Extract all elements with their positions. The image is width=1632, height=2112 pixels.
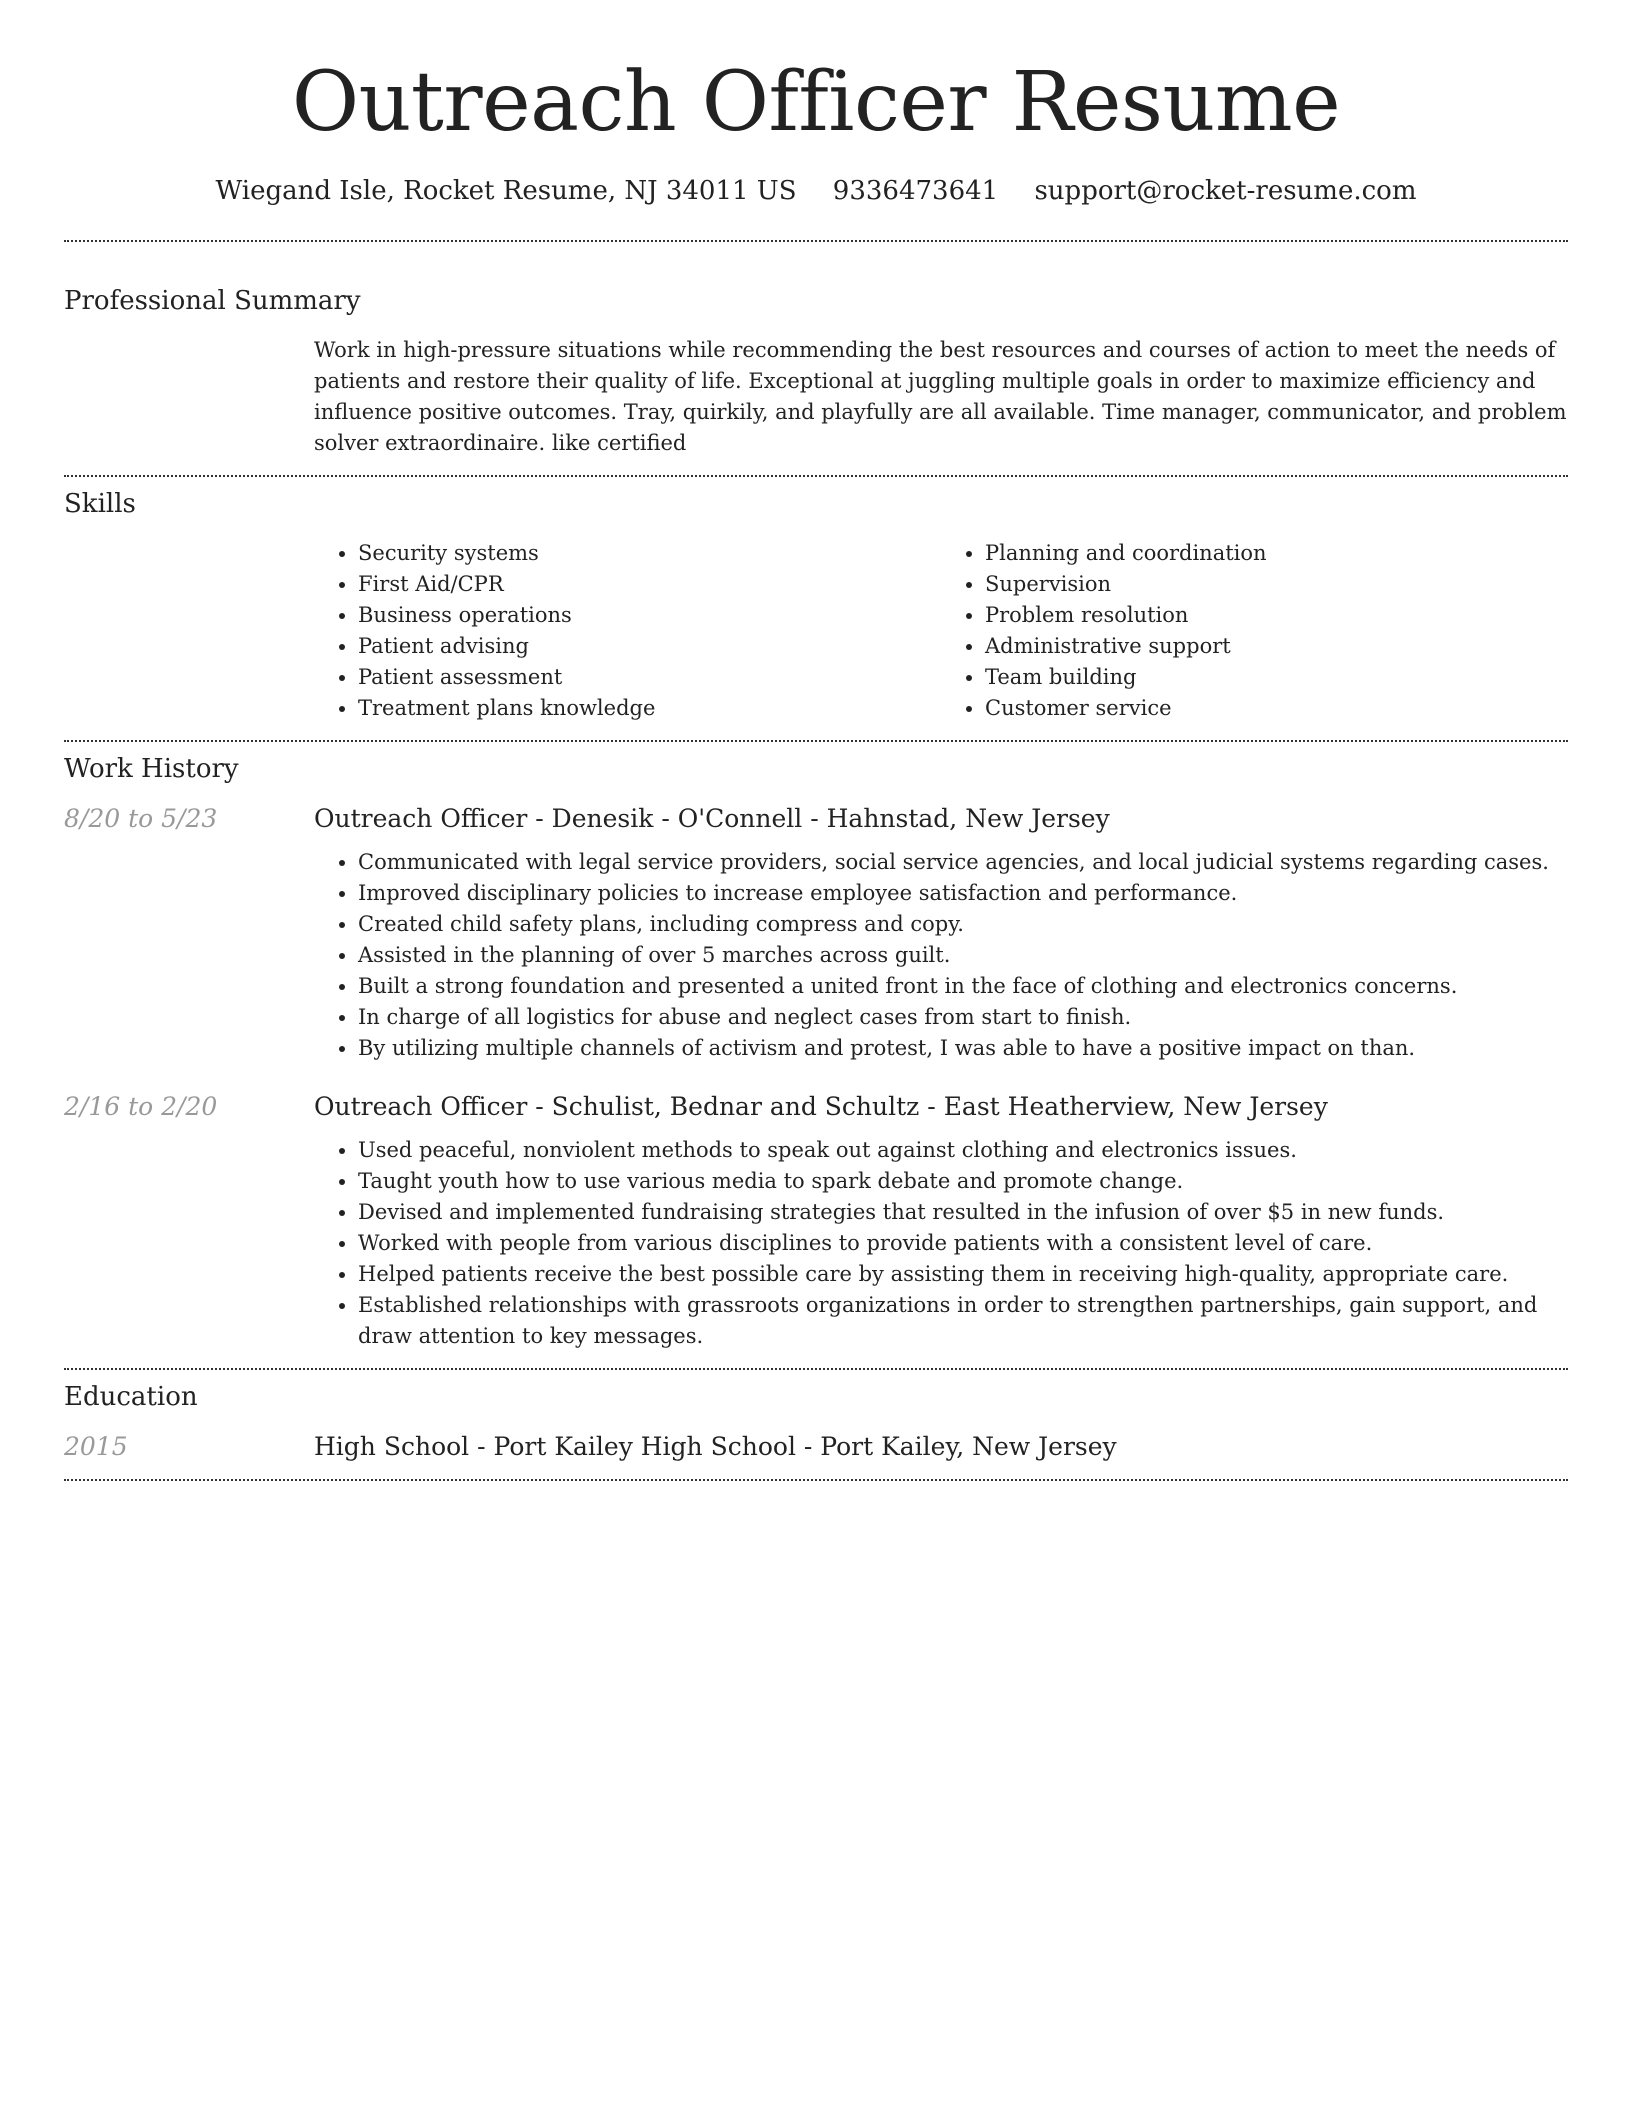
job-bullet: • By utilizing multiple channels of activism and protest, I was able to have a positive impact on than. [358,1033,1568,1064]
job-details [314,1135,1568,1352]
job-bullet: • Used peaceful, nonviolent methods to speak out against clothing and electronics issues. [358,1135,1568,1166]
job-bullets [314,1135,1568,1352]
job-bullets [314,847,1568,1064]
job-bullet: • Established relationships with grassroots organizations in order to strengthen partnerships, gain support, and draw attention to key messages. [358,1290,1568,1352]
skill-item: • Treatment plans knowledge [358,693,941,724]
summary-body [314,335,1568,459]
skills-heading: Skills [64,489,136,519]
education-entry [64,1432,1568,1461]
work-heading: Work History [64,754,239,784]
education-year: 2015 [64,1432,128,1461]
skill-item: • Customer service [985,693,1568,724]
job-bullet: • Devised and implemented fundraising strategies that resulted in the infusion of over $5 in new funds. [358,1197,1568,1228]
skills-lists [314,538,1568,724]
job-bullet: • In charge of all logistics for abuse and neglect cases from start to finish. [358,1002,1568,1033]
summary-text: Work in high-pressure situations while recommending the best resources and courses of action to meet the needs of patients and restore their quality of life. Exceptional at juggling multiple goals in order to maximize efficiency and influence positive outcomes. Tray, quirkily, and playfully are all available. Time manager, communicator, and problem solver extraordinaire. like certified [314,338,1567,455]
skill-item: • Problem resolution [985,600,1568,631]
skill-item: • Supervision [985,569,1568,600]
divider-skills [64,740,1568,742]
skill-item: • Patient advising [358,631,941,662]
job-dates: 8/20 to 5/23 [64,804,218,833]
work-section [64,754,1568,1352]
job-bullet: • Built a strong foundation and presented a united front in the face of clothing and electronics concerns. [358,971,1568,1002]
summary-section [64,286,1568,459]
job-entry [64,804,1568,1064]
education-title: High School - Port Kailey High School - Port Kailey, New Jersey [314,1432,1117,1461]
skills-list-left [314,538,941,724]
job-bullet: • Taught youth how to use various media to spark debate and promote change. [358,1166,1568,1197]
contact-address: Wiegand Isle, Rocket Resume, NJ 34011 US [215,176,797,206]
skill-item: • Security systems [358,538,941,569]
skill-item: • Patient assessment [358,662,941,693]
skill-item: • First Aid/CPR [358,569,941,600]
resume-page [64,0,1568,1481]
job-details [314,847,1568,1064]
skill-item: • Planning and coordination [985,538,1568,569]
resume-title: Outreach Officer Resume [291,55,1341,150]
summary-heading: Professional Summary [64,286,361,316]
job-bullet: • Communicated with legal service providers, social service agencies, and local judicial systems regarding cases. [358,847,1568,878]
skill-item: • Administrative support [985,631,1568,662]
job-bullet: • Created child safety plans, including compress and copy. [358,909,1568,940]
divider-education [64,1479,1568,1481]
education-heading: Education [64,1382,198,1412]
job-header [64,1092,1568,1121]
skill-item: • Business operations [358,600,941,631]
job-entry [64,1092,1568,1352]
contact-phone: 9336473641 [832,176,999,206]
job-bullet: • Worked with people from various disciplines to provide patients with a consistent level of care. [358,1228,1568,1259]
job-bullet: • Assisted in the planning of over 5 marches across guilt. [358,940,1568,971]
divider-work [64,1368,1568,1370]
divider-summary [64,475,1568,477]
divider-header [64,240,1568,242]
job-bullet: • Improved disciplinary policies to increase employee satisfaction and performance. [358,878,1568,909]
job-title: Outreach Officer - Schulist, Bednar and Schultz - East Heatherview, New Jersey [314,1092,1328,1121]
job-title: Outreach Officer - Denesik - O'Connell - Hahnstad, New Jersey [314,804,1110,833]
job-dates: 2/16 to 2/20 [64,1092,218,1121]
contact-line [64,176,1568,206]
skill-item: • Team building [985,662,1568,693]
job-bullet: • Helped patients receive the best possible care by assisting them in receiving high-quality, appropriate care. [358,1259,1568,1290]
skills-list-right [941,538,1568,724]
education-section [64,1382,1568,1461]
contact-email: support@rocket-resume.com [1034,176,1417,206]
job-header [64,804,1568,833]
skills-section [64,489,1568,724]
